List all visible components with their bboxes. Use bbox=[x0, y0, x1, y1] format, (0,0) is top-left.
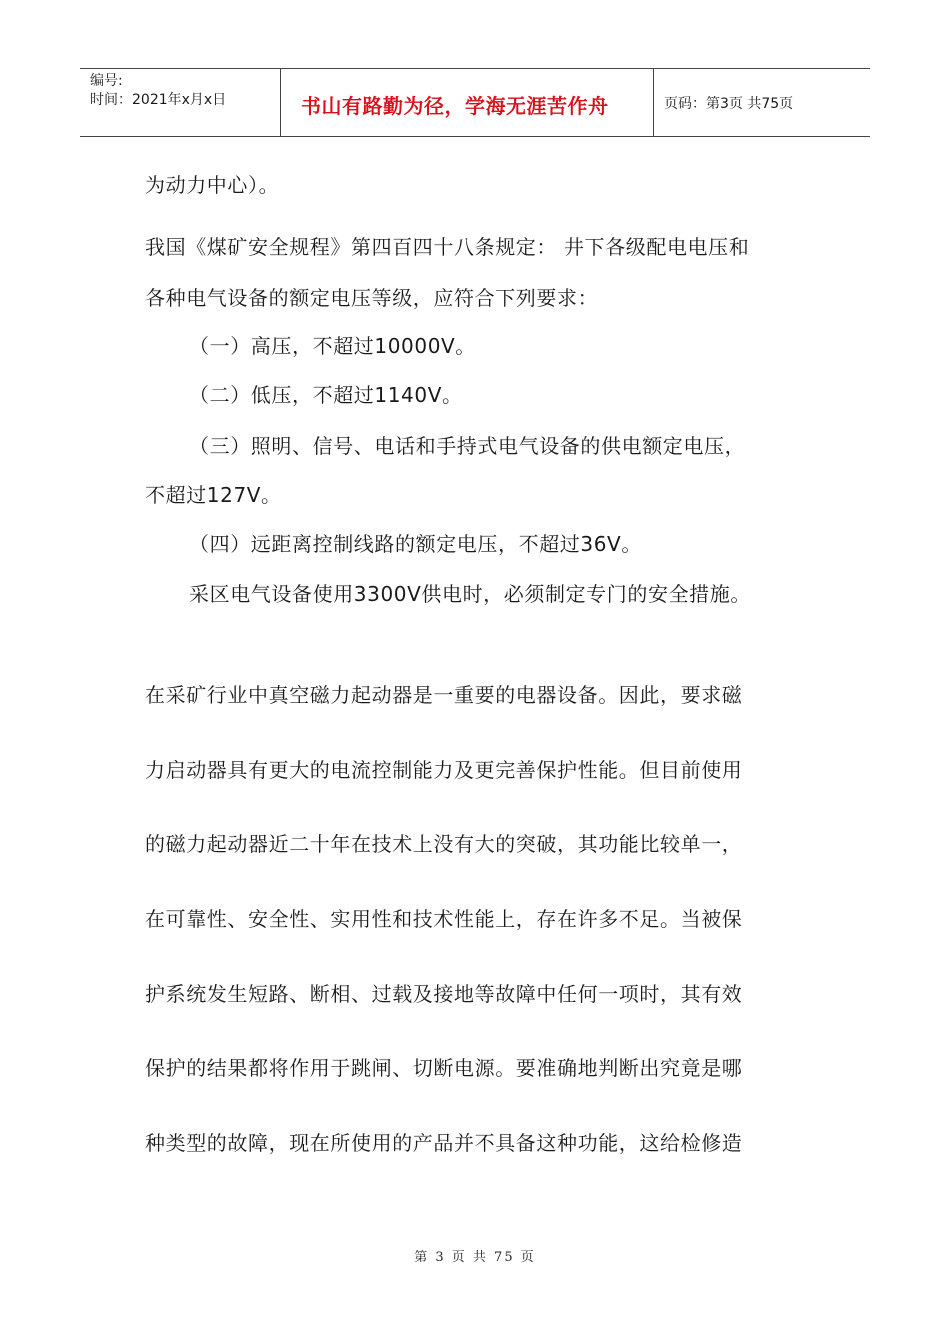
page-footer: 第 3 页 共 75 页 bbox=[414, 1250, 536, 1265]
list-item: （二）低压，不超过1140V。 bbox=[189, 383, 463, 407]
page-info: 页码：第3页 共75页 bbox=[664, 96, 794, 112]
paragraph-line: 为动力中心）。 bbox=[145, 173, 280, 197]
paragraph-line: 不超过127V。 bbox=[145, 483, 282, 507]
header-page-cell bbox=[654, 69, 870, 136]
list-item: （一）高压，不超过10000V。 bbox=[189, 334, 476, 358]
paragraph-line: 在采矿行业中真空磁力起动器是一重要的电器设备。因此，要求磁 bbox=[145, 683, 743, 707]
list-item: （四）远距离控制线路的额定电压，不超过36V。 bbox=[189, 532, 642, 556]
list-item: （三）照明、信号、电话和手持式电气设备的供电额定电压， bbox=[189, 434, 746, 458]
paragraph-line: 保护的结果都将作用于跳闸、切断电源。要准确地判断出究竟是哪 bbox=[145, 1056, 743, 1080]
paragraph-line: 种类型的故障，现在所使用的产品并不具备这种功能，这给检修造 bbox=[145, 1131, 743, 1155]
paragraph-line: 我国《煤矿安全规程》第四百四十八条规定： 井下各级配电电压和 bbox=[145, 235, 750, 259]
paragraph-line: 力启动器具有更大的电流控制能力及更完善保护性能。但目前使用 bbox=[145, 758, 743, 782]
paragraph-line: 采区电气设备使用3300V供电时，必须制定专门的安全措施。 bbox=[189, 582, 751, 606]
time-label: 时间：2021年x月x日 bbox=[90, 92, 227, 108]
paragraph-line: 各种电气设备的额定电压等级，应符合下列要求： bbox=[145, 286, 599, 310]
paragraph-line: 在可靠性、安全性、实用性和技术性能上，存在许多不足。当被保 bbox=[145, 907, 743, 931]
document-header bbox=[80, 68, 870, 137]
header-meta-cell bbox=[80, 69, 281, 136]
motto-text: 书山有路勤为径，学海无涯苦作舟 bbox=[301, 94, 609, 118]
header-motto-cell bbox=[281, 69, 654, 136]
paragraph-line: 的磁力起动器近二十年在技术上没有大的突破，其功能比较单一， bbox=[145, 832, 743, 856]
code-label: 编号: bbox=[90, 73, 123, 89]
paragraph-line: 护系统发生短路、断相、过载及接地等故障中任何一项时，其有效 bbox=[145, 982, 743, 1006]
